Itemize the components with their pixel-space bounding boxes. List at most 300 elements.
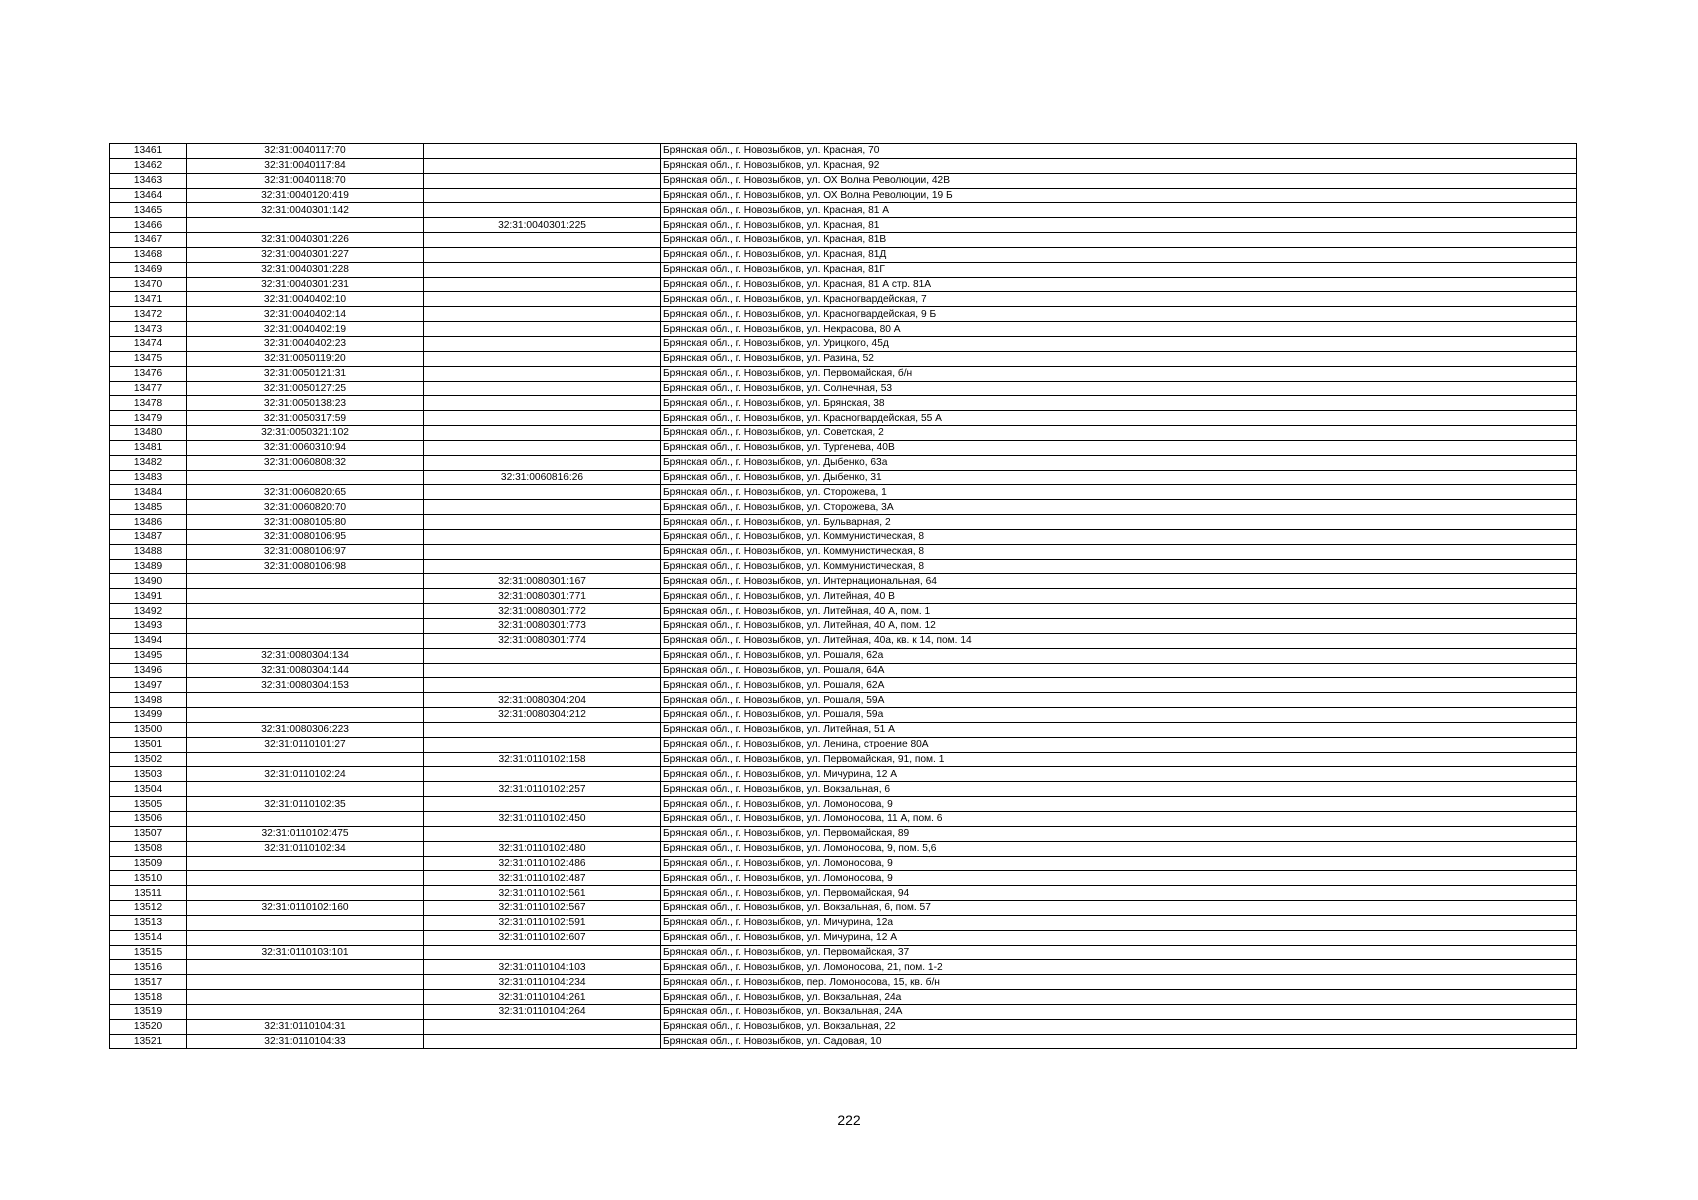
row-number-cell: 13484	[110, 485, 187, 500]
row-number-cell: 13468	[110, 247, 187, 262]
row-number-cell: 13471	[110, 292, 187, 307]
registry-table-body	[110, 144, 1577, 1049]
parent-cadastral-number-cell	[424, 797, 661, 812]
table-row	[110, 158, 1577, 173]
address-cell: Брянская обл., г. Новозыбков, ул. Мичурина, 12а	[661, 915, 1577, 930]
address-cell: Брянская обл., г. Новозыбков, ул. Тургенева, 40В	[661, 440, 1577, 455]
table-row	[110, 722, 1577, 737]
cadastral-number-cell: 32:31:0110102:24	[187, 767, 424, 782]
parent-cadastral-number-cell	[424, 396, 661, 411]
parent-cadastral-number-cell	[424, 678, 661, 693]
cadastral-number-cell: 32:31:0080105:80	[187, 515, 424, 530]
row-number-cell: 13463	[110, 173, 187, 188]
parent-cadastral-number-cell: 32:31:0080301:772	[424, 604, 661, 619]
parent-cadastral-number-cell	[424, 233, 661, 248]
parent-cadastral-number-cell	[424, 411, 661, 426]
registry-table	[109, 143, 1577, 1049]
row-number-cell: 13508	[110, 841, 187, 856]
table-row	[110, 307, 1577, 322]
row-number-cell: 13480	[110, 426, 187, 441]
table-row	[110, 589, 1577, 604]
table-row	[110, 485, 1577, 500]
cadastral-number-cell: 32:31:0040301:231	[187, 277, 424, 292]
cadastral-number-cell: 32:31:0040301:228	[187, 262, 424, 277]
table-row	[110, 945, 1577, 960]
table-row	[110, 663, 1577, 678]
cadastral-number-cell: 32:31:0050119:20	[187, 351, 424, 366]
row-number-cell: 13467	[110, 233, 187, 248]
table-row	[110, 381, 1577, 396]
row-number-cell: 13521	[110, 1034, 187, 1049]
parent-cadastral-number-cell: 32:31:0060816:26	[424, 470, 661, 485]
table-row	[110, 886, 1577, 901]
row-number-cell: 13513	[110, 915, 187, 930]
address-cell: Брянская обл., г. Новозыбков, ул. Советская, 2	[661, 426, 1577, 441]
row-number-cell: 13514	[110, 930, 187, 945]
parent-cadastral-number-cell	[424, 351, 661, 366]
address-cell: Брянская обл., г. Новозыбков, ул. Первомайская, б/н	[661, 366, 1577, 381]
row-number-cell: 13466	[110, 218, 187, 233]
row-number-cell: 13483	[110, 470, 187, 485]
parent-cadastral-number-cell: 32:31:0080304:204	[424, 693, 661, 708]
cadastral-number-cell	[187, 782, 424, 797]
address-cell: Брянская обл., г. Новозыбков, ул. Коммунистическая, 8	[661, 544, 1577, 559]
table-row	[110, 277, 1577, 292]
cadastral-number-cell	[187, 930, 424, 945]
table-row	[110, 915, 1577, 930]
parent-cadastral-number-cell	[424, 515, 661, 530]
row-number-cell: 13496	[110, 663, 187, 678]
parent-cadastral-number-cell	[424, 455, 661, 470]
parent-cadastral-number-cell	[424, 173, 661, 188]
address-cell: Брянская обл., г. Новозыбков, ул. ОХ Волна Революции, 42В	[661, 173, 1577, 188]
cadastral-number-cell: 32:31:0050321:102	[187, 426, 424, 441]
address-cell: Брянская обл., г. Новозыбков, ул. Коммунистическая, 8	[661, 529, 1577, 544]
parent-cadastral-number-cell	[424, 277, 661, 292]
address-cell: Брянская обл., г. Новозыбков, ул. Рошаля, 64А	[661, 663, 1577, 678]
cadastral-number-cell	[187, 811, 424, 826]
address-cell: Брянская обл., г. Новозыбков, ул. Вокзальная, 24а	[661, 990, 1577, 1005]
address-cell: Брянская обл., г. Новозыбков, ул. Некрасова, 80 А	[661, 322, 1577, 337]
parent-cadastral-number-cell	[424, 307, 661, 322]
parent-cadastral-number-cell	[424, 529, 661, 544]
row-number-cell: 13486	[110, 515, 187, 530]
parent-cadastral-number-cell	[424, 544, 661, 559]
table-row	[110, 767, 1577, 782]
cadastral-number-cell: 32:31:0060808:32	[187, 455, 424, 470]
address-cell: Брянская обл., г. Новозыбков, ул. Бульварная, 2	[661, 515, 1577, 530]
table-row	[110, 752, 1577, 767]
cadastral-number-cell: 32:31:0040402:14	[187, 307, 424, 322]
table-row	[110, 515, 1577, 530]
cadastral-number-cell: 32:31:0060310:94	[187, 440, 424, 455]
cadastral-number-cell: 32:31:0040301:226	[187, 233, 424, 248]
cadastral-number-cell	[187, 752, 424, 767]
table-row	[110, 574, 1577, 589]
row-number-cell: 13510	[110, 871, 187, 886]
row-number-cell: 13501	[110, 737, 187, 752]
cadastral-number-cell	[187, 218, 424, 233]
cadastral-number-cell	[187, 960, 424, 975]
parent-cadastral-number-cell	[424, 322, 661, 337]
table-row	[110, 930, 1577, 945]
row-number-cell: 13469	[110, 262, 187, 277]
row-number-cell: 13520	[110, 1019, 187, 1034]
table-row	[110, 871, 1577, 886]
row-number-cell: 13487	[110, 529, 187, 544]
cadastral-number-cell: 32:31:0050121:31	[187, 366, 424, 381]
cadastral-number-cell: 32:31:0040402:10	[187, 292, 424, 307]
parent-cadastral-number-cell: 32:31:0080301:774	[424, 633, 661, 648]
cadastral-number-cell: 32:31:0080106:97	[187, 544, 424, 559]
address-cell: Брянская обл., г. Новозыбков, ул. Ломоносова, 11 А, пом. 6	[661, 811, 1577, 826]
address-cell: Брянская обл., г. Новозыбков, ул. Литейная, 40 А, пом. 12	[661, 619, 1577, 634]
address-cell: Брянская обл., г. Новозыбков, ул. Рошаля, 59А	[661, 693, 1577, 708]
cadastral-number-cell	[187, 975, 424, 990]
address-cell: Брянская обл., г. Новозыбков, ул. Красная, 81Д	[661, 247, 1577, 262]
cadastral-number-cell: 32:31:0050138:23	[187, 396, 424, 411]
address-cell: Брянская обл., г. Новозыбков, ул. Красная, 81	[661, 218, 1577, 233]
parent-cadastral-number-cell	[424, 188, 661, 203]
table-row	[110, 173, 1577, 188]
row-number-cell: 13489	[110, 559, 187, 574]
parent-cadastral-number-cell	[424, 663, 661, 678]
table-row	[110, 336, 1577, 351]
cadastral-number-cell	[187, 633, 424, 648]
row-number-cell: 13485	[110, 500, 187, 515]
parent-cadastral-number-cell	[424, 767, 661, 782]
address-cell: Брянская обл., г. Новозыбков, ул. Первомайская, 94	[661, 886, 1577, 901]
parent-cadastral-number-cell	[424, 366, 661, 381]
table-row	[110, 247, 1577, 262]
row-number-cell: 13506	[110, 811, 187, 826]
parent-cadastral-number-cell: 32:31:0110102:257	[424, 782, 661, 797]
row-number-cell: 13497	[110, 678, 187, 693]
parent-cadastral-number-cell: 32:31:0110102:567	[424, 901, 661, 916]
cadastral-number-cell: 32:31:0080304:134	[187, 648, 424, 663]
parent-cadastral-number-cell	[424, 826, 661, 841]
address-cell: Брянская обл., г. Новозыбков, ул. Ломоносова, 9	[661, 856, 1577, 871]
row-number-cell: 13511	[110, 886, 187, 901]
table-row	[110, 351, 1577, 366]
parent-cadastral-number-cell	[424, 381, 661, 396]
table-row	[110, 678, 1577, 693]
table-row	[110, 901, 1577, 916]
row-number-cell: 13464	[110, 188, 187, 203]
cadastral-number-cell: 32:31:0040301:227	[187, 247, 424, 262]
cadastral-number-cell	[187, 871, 424, 886]
cadastral-number-cell	[187, 708, 424, 723]
cadastral-number-cell: 32:31:0110104:31	[187, 1019, 424, 1034]
parent-cadastral-number-cell	[424, 292, 661, 307]
row-number-cell: 13478	[110, 396, 187, 411]
address-cell: Брянская обл., г. Новозыбков, ул. Ленина, строение 80А	[661, 737, 1577, 752]
parent-cadastral-number-cell	[424, 559, 661, 574]
parent-cadastral-number-cell	[424, 722, 661, 737]
address-cell: Брянская обл., г. Новозыбков, ул. Литейная, 40 А, пом. 1	[661, 604, 1577, 619]
row-number-cell: 13503	[110, 767, 187, 782]
parent-cadastral-number-cell	[424, 945, 661, 960]
cadastral-number-cell: 32:31:0050127:25	[187, 381, 424, 396]
table-row	[110, 411, 1577, 426]
address-cell: Брянская обл., г. Новозыбков, ул. Красногвардейская, 9 Б	[661, 307, 1577, 322]
row-number-cell: 13482	[110, 455, 187, 470]
cadastral-number-cell: 32:31:0040301:142	[187, 203, 424, 218]
address-cell: Брянская обл., г. Новозыбков, ул. Рошаля, 62А	[661, 678, 1577, 693]
table-row	[110, 292, 1577, 307]
parent-cadastral-number-cell: 32:31:0110102:607	[424, 930, 661, 945]
address-cell: Брянская обл., г. Новозыбков, ул. Красногвардейская, 7	[661, 292, 1577, 307]
table-row	[110, 990, 1577, 1005]
address-cell: Брянская обл., г. Новозыбков, ул. Дыбенко, 31	[661, 470, 1577, 485]
row-number-cell: 13490	[110, 574, 187, 589]
table-row	[110, 797, 1577, 812]
table-row	[110, 396, 1577, 411]
parent-cadastral-number-cell	[424, 426, 661, 441]
address-cell: Брянская обл., г. Новозыбков, ул. Красная, 92	[661, 158, 1577, 173]
row-number-cell: 13512	[110, 901, 187, 916]
cadastral-number-cell: 32:31:0110103:101	[187, 945, 424, 960]
table-row	[110, 1004, 1577, 1019]
address-cell: Брянская обл., г. Новозыбков, ул. Мичурина, 12 А	[661, 767, 1577, 782]
parent-cadastral-number-cell: 32:31:0110102:158	[424, 752, 661, 767]
table-row	[110, 233, 1577, 248]
address-cell: Брянская обл., г. Новозыбков, ул. Литейная, 51 А	[661, 722, 1577, 737]
address-cell: Брянская обл., г. Новозыбков, ул. Вокзальная, 6, пом. 57	[661, 901, 1577, 916]
address-cell: Брянская обл., г. Новозыбков, ул. Интернациональная, 64	[661, 574, 1577, 589]
address-cell: Брянская обл., г. Новозыбков, ул. Сторожева, 3А	[661, 500, 1577, 515]
row-number-cell: 13479	[110, 411, 187, 426]
parent-cadastral-number-cell: 32:31:0080301:773	[424, 619, 661, 634]
address-cell: Брянская обл., г. Новозыбков, ул. Коммунистическая, 8	[661, 559, 1577, 574]
cadastral-number-cell	[187, 856, 424, 871]
row-number-cell: 13519	[110, 1004, 187, 1019]
parent-cadastral-number-cell	[424, 737, 661, 752]
table-row	[110, 470, 1577, 485]
parent-cadastral-number-cell	[424, 485, 661, 500]
parent-cadastral-number-cell	[424, 648, 661, 663]
parent-cadastral-number-cell: 32:31:0110104:234	[424, 975, 661, 990]
row-number-cell: 13504	[110, 782, 187, 797]
address-cell: Брянская обл., г. Новозыбков, ул. Красная, 81 А стр. 81А	[661, 277, 1577, 292]
row-number-cell: 13481	[110, 440, 187, 455]
address-cell: Брянская обл., г. Новозыбков, ул. Ломоносова, 9	[661, 797, 1577, 812]
table-row	[110, 1019, 1577, 1034]
table-row	[110, 737, 1577, 752]
parent-cadastral-number-cell	[424, 500, 661, 515]
table-row	[110, 841, 1577, 856]
address-cell: Брянская обл., г. Новозыбков, ул. Дыбенко, 63а	[661, 455, 1577, 470]
parent-cadastral-number-cell: 32:31:0080301:167	[424, 574, 661, 589]
address-cell: Брянская обл., г. Новозыбков, ул. Вокзальная, 22	[661, 1019, 1577, 1034]
cadastral-number-cell: 32:31:0110102:475	[187, 826, 424, 841]
row-number-cell: 13515	[110, 945, 187, 960]
parent-cadastral-number-cell	[424, 247, 661, 262]
row-number-cell: 13505	[110, 797, 187, 812]
address-cell: Брянская обл., г. Новозыбков, ул. Рошаля, 62а	[661, 648, 1577, 663]
row-number-cell: 13465	[110, 203, 187, 218]
address-cell: Брянская обл., г. Новозыбков, ул. Вокзальная, 6	[661, 782, 1577, 797]
address-cell: Брянская обл., г. Новозыбков, ул. Литейная, 40а, кв. к 14, пом. 14	[661, 633, 1577, 648]
table-row	[110, 529, 1577, 544]
row-number-cell: 13495	[110, 648, 187, 663]
parent-cadastral-number-cell: 32:31:0040301:225	[424, 218, 661, 233]
address-cell: Брянская обл., г. Новозыбков, ул. Мичурина, 12 А	[661, 930, 1577, 945]
row-number-cell: 13461	[110, 144, 187, 159]
cadastral-number-cell: 32:31:0060820:70	[187, 500, 424, 515]
row-number-cell: 13516	[110, 960, 187, 975]
table-row	[110, 455, 1577, 470]
cadastral-number-cell: 32:31:0040118:70	[187, 173, 424, 188]
row-number-cell: 13470	[110, 277, 187, 292]
row-number-cell: 13500	[110, 722, 187, 737]
cadastral-number-cell: 32:31:0110102:160	[187, 901, 424, 916]
cadastral-number-cell: 32:31:0040117:70	[187, 144, 424, 159]
table-row	[110, 366, 1577, 381]
address-cell: Брянская обл., г. Новозыбков, ул. ОХ Волна Революции, 19 Б	[661, 188, 1577, 203]
cadastral-number-cell: 32:31:0110101:27	[187, 737, 424, 752]
row-number-cell: 13488	[110, 544, 187, 559]
address-cell: Брянская обл., г. Новозыбков, ул. Рошаля, 59а	[661, 708, 1577, 723]
table-row	[110, 856, 1577, 871]
table-row	[110, 144, 1577, 159]
parent-cadastral-number-cell: 32:31:0080304:212	[424, 708, 661, 723]
cadastral-number-cell: 32:31:0040120:419	[187, 188, 424, 203]
address-cell: Брянская обл., г. Новозыбков, ул. Сторожева, 1	[661, 485, 1577, 500]
parent-cadastral-number-cell	[424, 336, 661, 351]
table-row	[110, 648, 1577, 663]
address-cell: Брянская обл., г. Новозыбков, ул. Красная, 70	[661, 144, 1577, 159]
row-number-cell: 13498	[110, 693, 187, 708]
row-number-cell: 13472	[110, 307, 187, 322]
table-row	[110, 559, 1577, 574]
table-row	[110, 619, 1577, 634]
table-row	[110, 604, 1577, 619]
cadastral-number-cell: 32:31:0080304:144	[187, 663, 424, 678]
address-cell: Брянская обл., г. Новозыбков, ул. Красногвардейская, 55 А	[661, 411, 1577, 426]
page-number: 222	[837, 1112, 861, 1128]
cadastral-number-cell: 32:31:0080306:223	[187, 722, 424, 737]
cadastral-number-cell: 32:31:0060820:65	[187, 485, 424, 500]
address-cell: Брянская обл., г. Новозыбков, ул. Первомайская, 91, пом. 1	[661, 752, 1577, 767]
table-row	[110, 440, 1577, 455]
table-row	[110, 693, 1577, 708]
row-number-cell: 13476	[110, 366, 187, 381]
cadastral-number-cell: 32:31:0110104:33	[187, 1034, 424, 1049]
address-cell: Брянская обл., г. Новозыбков, ул. Солнечная, 53	[661, 381, 1577, 396]
address-cell: Брянская обл., г. Новозыбков, ул. Ломоносова, 21, пом. 1-2	[661, 960, 1577, 975]
parent-cadastral-number-cell: 32:31:0110102:487	[424, 871, 661, 886]
parent-cadastral-number-cell	[424, 440, 661, 455]
table-row	[110, 826, 1577, 841]
address-cell: Брянская обл., г. Новозыбков, ул. Брянская, 38	[661, 396, 1577, 411]
table-row	[110, 500, 1577, 515]
cadastral-number-cell: 32:31:0080304:153	[187, 678, 424, 693]
parent-cadastral-number-cell	[424, 1034, 661, 1049]
row-number-cell: 13491	[110, 589, 187, 604]
cadastral-number-cell: 32:31:0110102:35	[187, 797, 424, 812]
cadastral-number-cell	[187, 589, 424, 604]
table-row	[110, 782, 1577, 797]
row-number-cell: 13499	[110, 708, 187, 723]
parent-cadastral-number-cell: 32:31:0110102:450	[424, 811, 661, 826]
table-row	[110, 975, 1577, 990]
parent-cadastral-number-cell	[424, 144, 661, 159]
cadastral-number-cell: 32:31:0040117:84	[187, 158, 424, 173]
table-row	[110, 426, 1577, 441]
table-row	[110, 1034, 1577, 1049]
address-cell: Брянская обл., г. Новозыбков, пер. Ломоносова, 15, кв. б/н	[661, 975, 1577, 990]
cadastral-number-cell	[187, 619, 424, 634]
parent-cadastral-number-cell: 32:31:0080301:771	[424, 589, 661, 604]
table-row	[110, 188, 1577, 203]
table-row	[110, 633, 1577, 648]
row-number-cell: 13493	[110, 619, 187, 634]
parent-cadastral-number-cell: 32:31:0110104:261	[424, 990, 661, 1005]
table-row	[110, 544, 1577, 559]
table-row	[110, 262, 1577, 277]
row-number-cell: 13502	[110, 752, 187, 767]
row-number-cell: 13475	[110, 351, 187, 366]
cadastral-number-cell: 32:31:0080106:98	[187, 559, 424, 574]
cadastral-number-cell	[187, 990, 424, 1005]
row-number-cell: 13474	[110, 336, 187, 351]
table-row	[110, 811, 1577, 826]
parent-cadastral-number-cell: 32:31:0110102:561	[424, 886, 661, 901]
table-row	[110, 203, 1577, 218]
row-number-cell: 13473	[110, 322, 187, 337]
row-number-cell: 13518	[110, 990, 187, 1005]
address-cell: Брянская обл., г. Новозыбков, ул. Садовая, 10	[661, 1034, 1577, 1049]
table-row	[110, 708, 1577, 723]
row-number-cell: 13507	[110, 826, 187, 841]
address-cell: Брянская обл., г. Новозыбков, ул. Красная, 81В	[661, 233, 1577, 248]
table-row	[110, 322, 1577, 337]
cadastral-number-cell	[187, 604, 424, 619]
row-number-cell: 13509	[110, 856, 187, 871]
row-number-cell: 13462	[110, 158, 187, 173]
table-row	[110, 960, 1577, 975]
cadastral-number-cell	[187, 886, 424, 901]
cadastral-number-cell: 32:31:0110102:34	[187, 841, 424, 856]
parent-cadastral-number-cell	[424, 158, 661, 173]
row-number-cell: 13492	[110, 604, 187, 619]
parent-cadastral-number-cell: 32:31:0110104:103	[424, 960, 661, 975]
cadastral-number-cell	[187, 574, 424, 589]
parent-cadastral-number-cell	[424, 203, 661, 218]
row-number-cell: 13477	[110, 381, 187, 396]
row-number-cell: 13517	[110, 975, 187, 990]
cadastral-number-cell: 32:31:0080106:95	[187, 529, 424, 544]
cadastral-number-cell	[187, 470, 424, 485]
parent-cadastral-number-cell: 32:31:0110102:591	[424, 915, 661, 930]
table-row	[110, 218, 1577, 233]
address-cell: Брянская обл., г. Новозыбков, ул. Урицкого, 45д	[661, 336, 1577, 351]
address-cell: Брянская обл., г. Новозыбков, ул. Литейная, 40 В	[661, 589, 1577, 604]
address-cell: Брянская обл., г. Новозыбков, ул. Ломоносова, 9, пом. 5,6	[661, 841, 1577, 856]
parent-cadastral-number-cell: 32:31:0110102:486	[424, 856, 661, 871]
address-cell: Брянская обл., г. Новозыбков, ул. Ломоносова, 9	[661, 871, 1577, 886]
parent-cadastral-number-cell	[424, 1019, 661, 1034]
cadastral-number-cell: 32:31:0040402:19	[187, 322, 424, 337]
row-number-cell: 13494	[110, 633, 187, 648]
address-cell: Брянская обл., г. Новозыбков, ул. Первомайская, 89	[661, 826, 1577, 841]
address-cell: Брянская обл., г. Новозыбков, ул. Первомайская, 37	[661, 945, 1577, 960]
cadastral-number-cell	[187, 915, 424, 930]
cadastral-number-cell	[187, 693, 424, 708]
cadastral-number-cell: 32:31:0040402:23	[187, 336, 424, 351]
parent-cadastral-number-cell	[424, 262, 661, 277]
